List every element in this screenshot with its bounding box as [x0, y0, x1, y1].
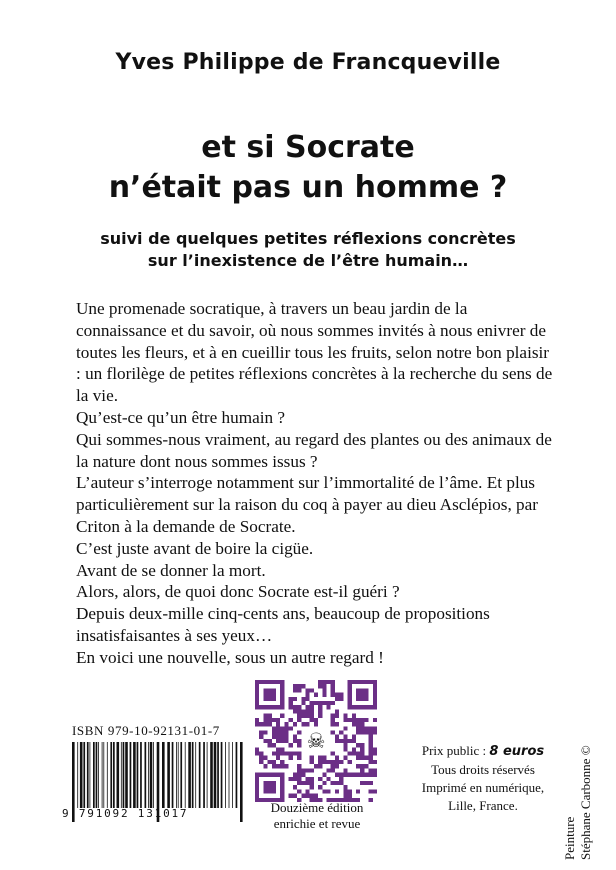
- subtitle-line-1: suivi de quelques petites réflexions concrètes: [100, 229, 516, 248]
- painting-credit: [562, 680, 594, 860]
- title-line-1: et si Socrate: [201, 130, 415, 165]
- qr-code: [255, 680, 377, 802]
- edition-note: [247, 800, 387, 832]
- price-block: [408, 742, 558, 815]
- blurb-paragraph: Alors, alors, de quoi donc Socrate est-il guéri ?: [76, 582, 400, 602]
- barcode-digits: 9 791092 131017: [62, 807, 189, 820]
- edition-line-1: Douzième édition: [270, 800, 364, 815]
- blurb-paragraph: Une promenade socratique, à travers un beau jardin de la connaissance et du savoir, où nous sommes invités à nous enivrer de toutes les fleurs, et à en cueillir tous les fruits, selon notre bon plaisir : un florilège de petites réflexions concrètes à la recherche du sens de la vie.: [76, 299, 553, 406]
- location-line: Lille, France.: [448, 798, 518, 813]
- rights-line: Tous droits réservés: [431, 762, 535, 777]
- credit-line-2: Stéphane Carbonne ©: [578, 745, 593, 860]
- subtitle-line-2: sur l’inexistence de l’être humain…: [147, 251, 469, 270]
- blurb-paragraph: En voici une nouvelle, sous un autre regard !: [76, 647, 384, 667]
- book-subtitle: [0, 228, 616, 272]
- blurb-paragraph: L’auteur s’interroge notamment sur l’immortalité de l’âme. Et plus particulièrement sur la raison du coq à payer au dieu Asclépios, par Criton à la demande de Socrate.: [76, 473, 538, 536]
- blurb-paragraph: Avant de se donner la mort.: [76, 560, 266, 580]
- price-value: 8 euros: [489, 744, 545, 759]
- isbn-label: ISBN 979-10-92131-01-7: [72, 723, 220, 738]
- blurb-paragraph: Qui sommes-nous vraiment, au regard des plantes ou des animaux de la nature dont nous sommes issus ?: [76, 429, 552, 471]
- title-line-2: n’était pas un homme ?: [108, 170, 508, 205]
- price-line: [408, 742, 558, 761]
- credit-line-1: Peinture: [562, 816, 577, 860]
- blurb-paragraph: C’est juste avant de boire la cigüe.: [76, 538, 314, 558]
- skull-icon: ☠: [306, 729, 326, 754]
- printed-line: Imprimé en numérique,: [421, 780, 545, 795]
- price-label: Prix public :: [421, 743, 490, 758]
- edition-line-2: enrichie et revue: [273, 816, 361, 831]
- back-cover-blurb: [76, 298, 558, 669]
- blurb-paragraph: Depuis deux-mille cinq-cents ans, beaucoup de propositions insatisfaisantes à ses yeux…: [76, 604, 490, 645]
- blurb-paragraph: Qu’est-ce qu’un être humain ?: [76, 407, 286, 427]
- book-title: [0, 128, 616, 208]
- author-name: Yves Philippe de Francqueville: [115, 50, 501, 75]
